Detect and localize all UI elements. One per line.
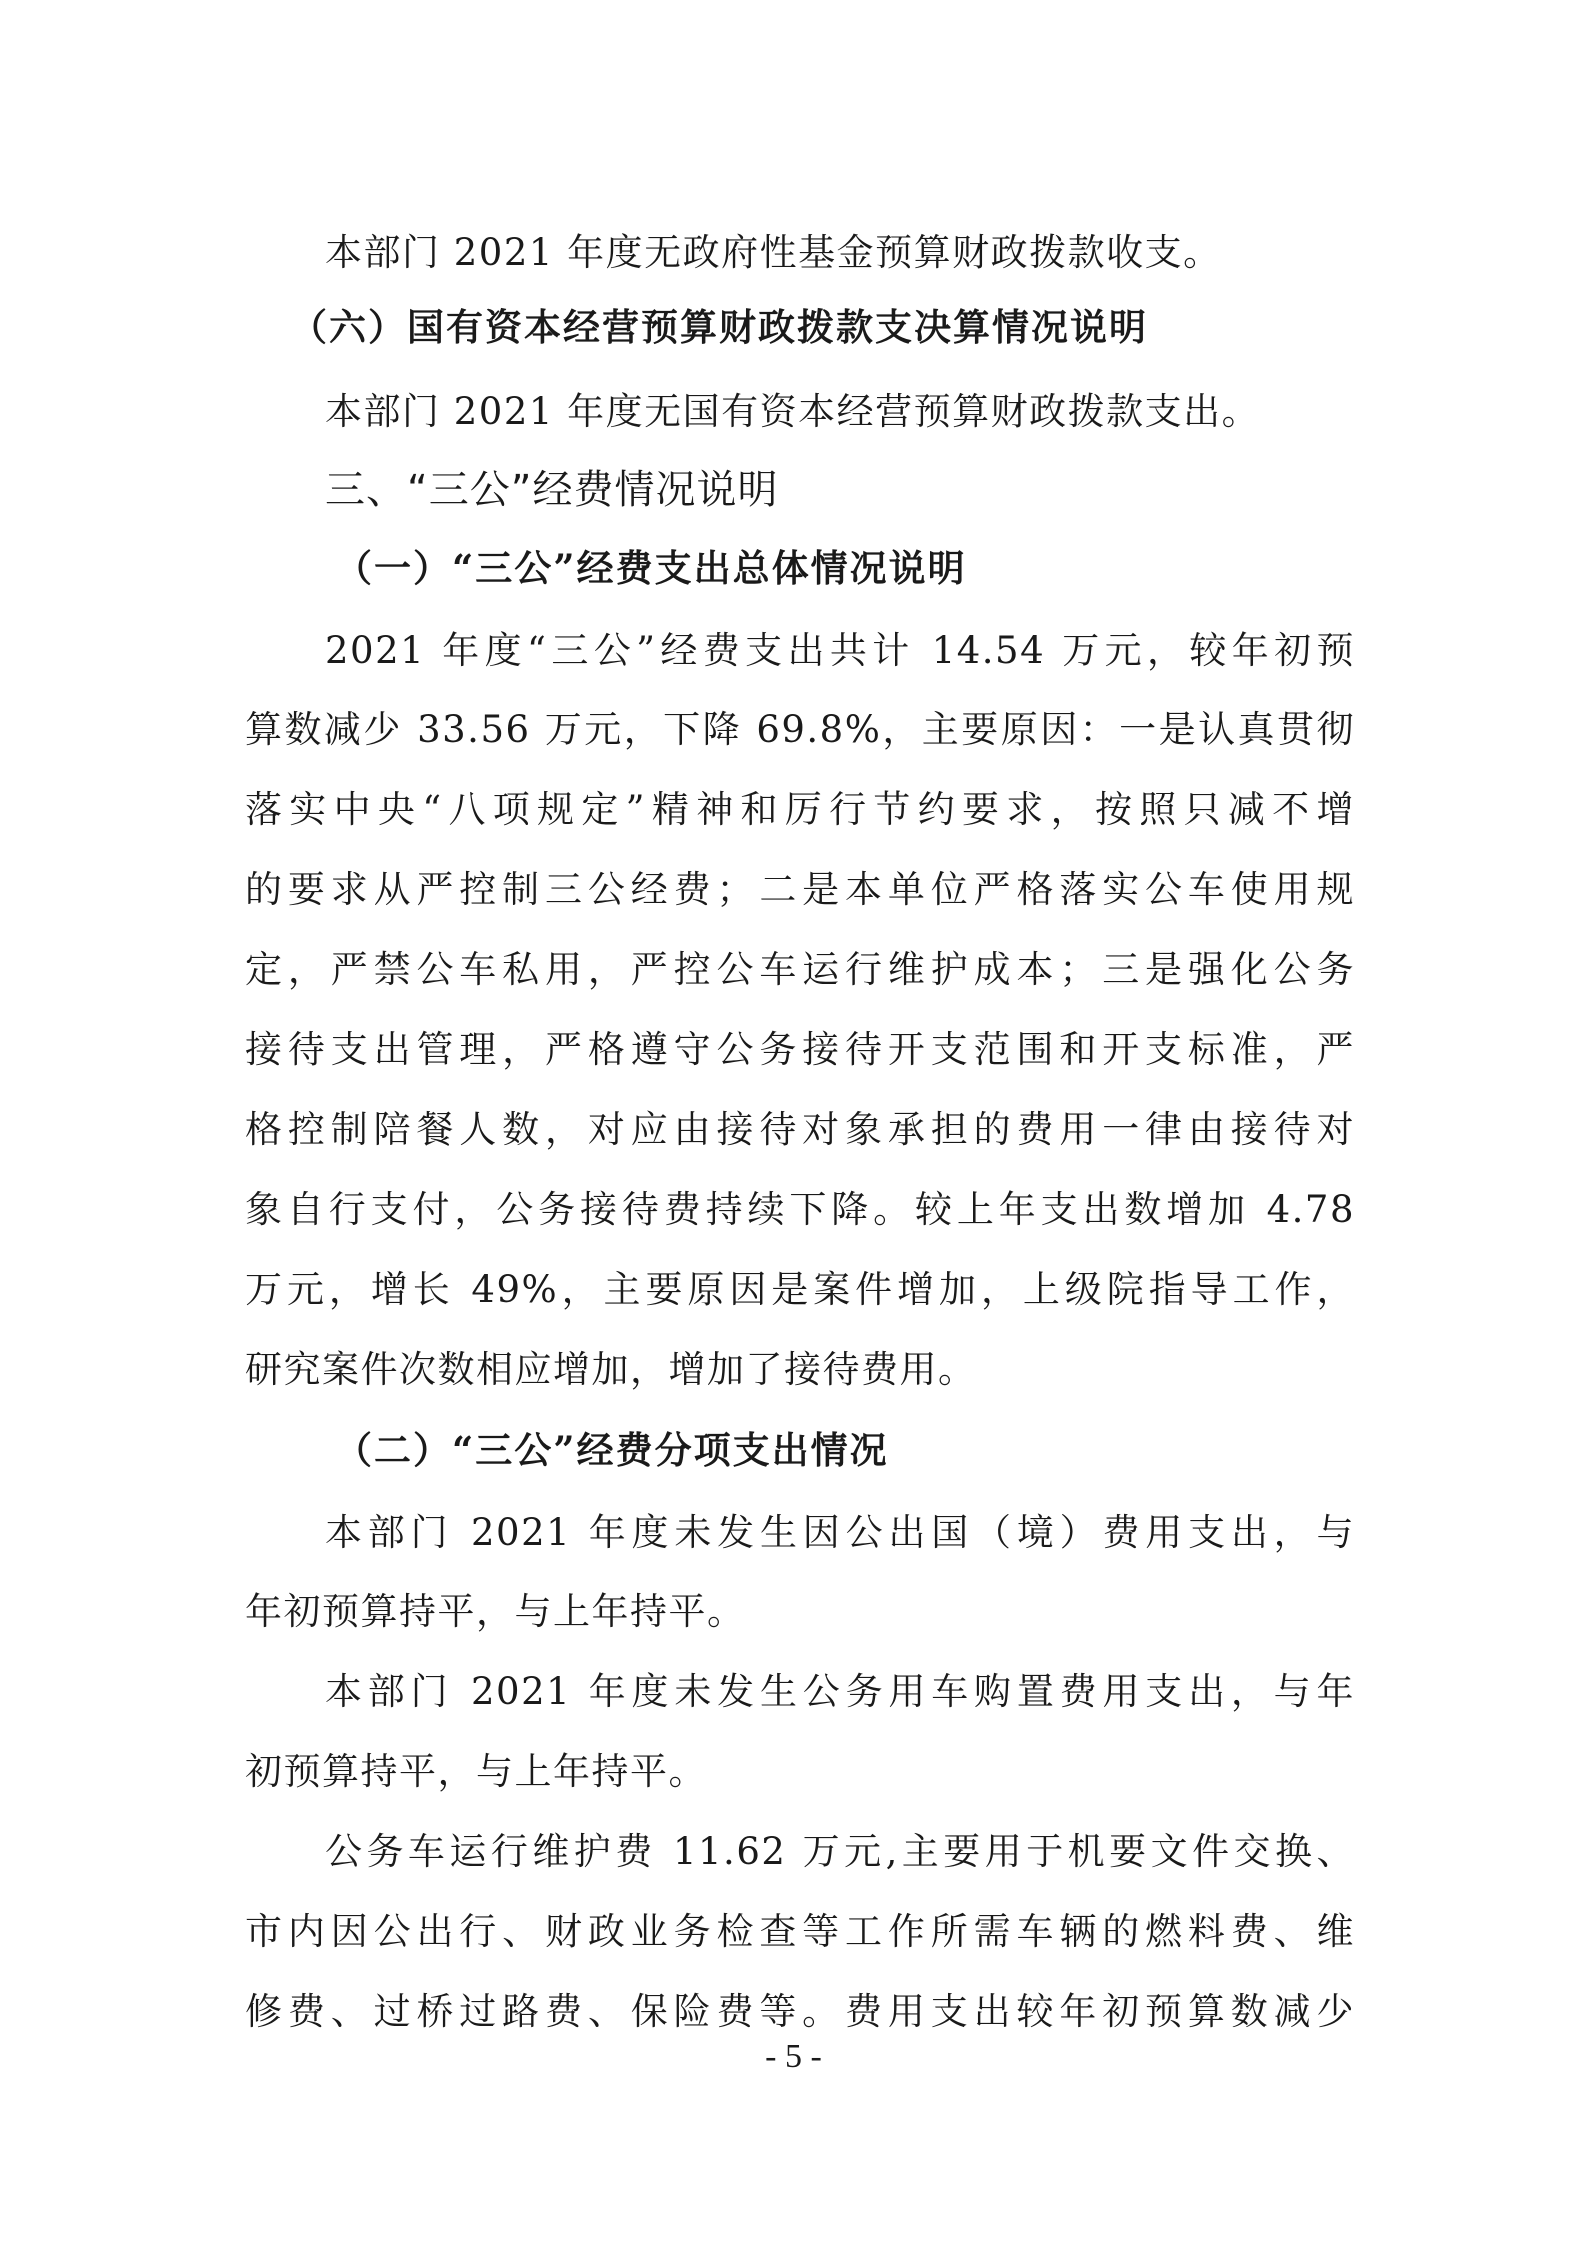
paragraph-line: 市内因公出行、财政业务检查等工作所需车辆的燃料费、维 (245, 1910, 1355, 1953)
chapter-heading-3: 三、“三公”经费情况说明 (325, 467, 779, 513)
section-heading-1: （一）“三公”经费支出总体情况说明 (335, 546, 967, 590)
paragraph-line: 研究案件次数相应增加，增加了接待费用。 (245, 1348, 977, 1391)
paragraph-line: 接待支出管理，严格遵守公务接待开支范围和开支标准，严 (245, 1028, 1355, 1071)
paragraph-line: 象自行支付，公务接待费持续下降。较上年支出数增加 4.78 (245, 1188, 1355, 1231)
paragraph-line: 本部门 2021 年度未发生公务用车购置费用支出，与年 (325, 1670, 1355, 1713)
paragraph-line: 2021 年度“三公”经费支出共计 14.54 万元，较年初预 (325, 629, 1355, 672)
paragraph-line: 初预算持平，与上年持平。 (245, 1750, 707, 1793)
paragraph-line: 公务车运行维护费 11.62 万元,主要用于机要文件交换、 (325, 1830, 1355, 1873)
paragraph-line: 本部门 2021 年度无国有资本经营预算财政拨款支出。 (325, 390, 1261, 433)
page-number: - 5 - (765, 2038, 822, 2075)
paragraph-line: 本部门 2021 年度未发生因公出国（境）费用支出，与 (325, 1511, 1355, 1554)
section-heading-2: （二）“三公”经费分项支出情况 (335, 1428, 889, 1472)
paragraph-line: 算数减少 33.56 万元，下降 69.8%，主要原因：一是认真贯彻 (245, 708, 1355, 751)
paragraph-line: 的要求从严控制三公经费；二是本单位严格落实公车使用规 (245, 868, 1355, 911)
paragraph-line: 修费、过桥过路费、保险费等。费用支出较年初预算数减少 (245, 1990, 1355, 2033)
paragraph-line: 格控制陪餐人数，对应由接待对象承担的费用一律由接待对 (245, 1108, 1355, 1151)
paragraph-line: 本部门 2021 年度无政府性基金预算财政拨款收支。 (325, 231, 1222, 274)
paragraph-line: 年初预算持平，与上年持平。 (245, 1590, 746, 1633)
paragraph-line: 落实中央“八项规定”精神和厉行节约要求，按照只减不增 (245, 788, 1355, 831)
section-heading-6: （六）国有资本经营预算财政拨款支决算情况说明 (290, 305, 1148, 349)
paragraph-line: 定，严禁公车私用，严控公车运行维护成本；三是强化公务 (245, 948, 1355, 991)
paragraph-line: 万元，增长 49%，主要原因是案件增加，上级院指导工作， (245, 1268, 1355, 1311)
